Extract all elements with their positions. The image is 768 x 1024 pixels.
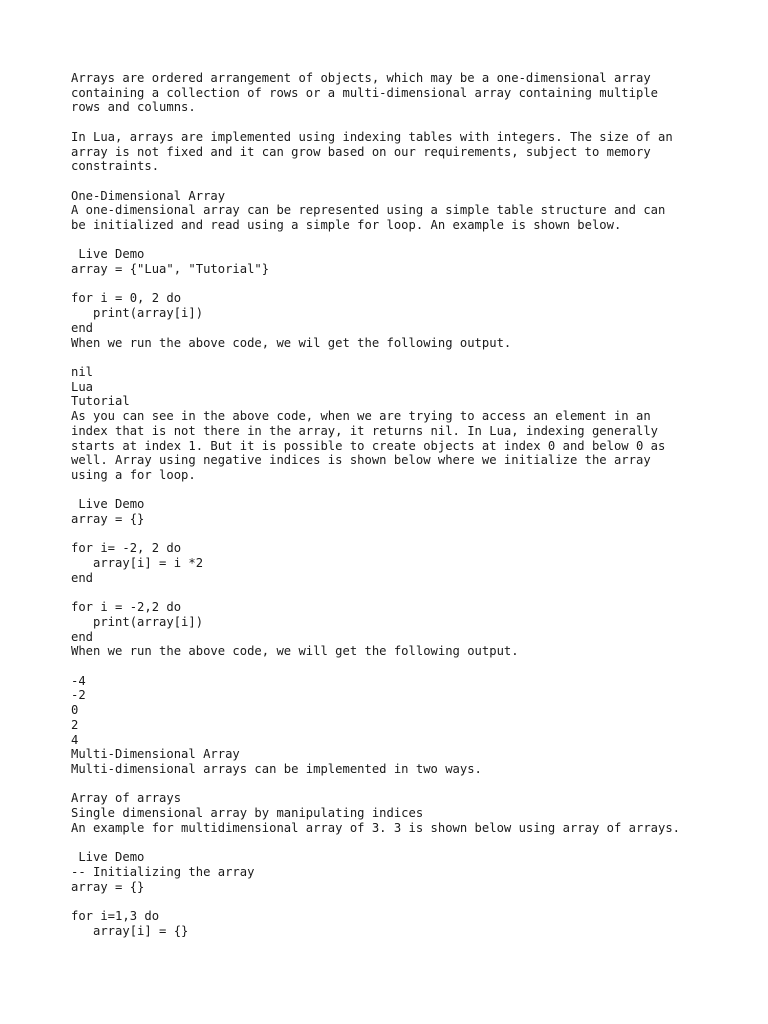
text-line [71, 659, 751, 674]
text-line [71, 894, 751, 909]
text-line: 4 [71, 732, 79, 747]
text-line: Arrays are ordered arrangement of objects, which may be a one-dimensional array [71, 71, 651, 85]
text-line: An example for multidimensional array of 3. 3 is shown below using array of arrays. [71, 820, 681, 835]
text-line: for i=1,3 do [71, 908, 160, 923]
text-line: index that is not there in the array, it returns nil. In Lua, indexing generally [71, 423, 658, 438]
text-line: Multi-Dimensional Array [71, 747, 240, 762]
text-line: array = {} [71, 879, 145, 894]
text-line: Live Demo [71, 850, 145, 865]
text-line: print(array[i]) [71, 306, 204, 321]
text-line: print(array[i]) [71, 614, 204, 629]
text-line: 2 [71, 717, 79, 732]
text-line: As you can see in the above code, when we are trying to access an element in an [71, 409, 651, 424]
text-line [71, 586, 751, 601]
text-line: containing a collection of rows or a multi-dimensional array containing multiple [71, 85, 658, 100]
text-line: Array of arrays [71, 791, 182, 806]
text-line: -4 [71, 673, 86, 688]
text-line: for i = 0, 2 do [71, 291, 182, 306]
text-line: In Lua, arrays are implemented using indexing tables with integers. The size of an [71, 129, 673, 144]
text-line [71, 174, 751, 189]
text-line [71, 115, 751, 130]
text-line: array[i] = {} [71, 923, 189, 938]
document-body [71, 71, 751, 938]
text-line: array = {"Lua", "Tutorial"} [71, 262, 270, 277]
text-line: A one-dimensional array can be represented using a simple table structure and can [71, 203, 666, 218]
text-line: -- Initializing the array [71, 864, 255, 879]
text-line: Live Demo [71, 497, 145, 512]
text-line: be initialized and read using a simple for loop. An example is shown below. [71, 218, 622, 232]
text-line: end [71, 570, 94, 585]
text-line: One-Dimensional Array [71, 188, 226, 203]
text-line: When we run the above code, we wil get the following output. [71, 335, 512, 350]
text-line: rows and columns. [71, 100, 196, 115]
text-line: Single dimensional array by manipulating indices [71, 806, 424, 820]
text-line: When we run the above code, we will get the following output. [71, 644, 519, 659]
text-line [71, 350, 751, 365]
text-line: for i = -2,2 do [71, 600, 182, 615]
text-line: array[i] = i *2 [71, 556, 204, 571]
text-line: Tutorial [71, 394, 130, 409]
text-line [71, 483, 751, 498]
text-line [71, 835, 751, 850]
text-line: nil [71, 364, 94, 379]
text-line [71, 233, 751, 248]
text-line: array = {} [71, 512, 145, 526]
text-line: Multi-dimensional arrays can be implemented in two ways. [71, 761, 482, 776]
text-line [71, 777, 751, 792]
text-line: 0 [71, 703, 79, 718]
text-line: -2 [71, 688, 86, 703]
text-line: array is not fixed and it can grow based on our requirements, subject to memory [71, 144, 651, 159]
text-line: end [71, 320, 94, 335]
text-line: for i= -2, 2 do [71, 541, 182, 556]
text-line: using a for loop. [71, 467, 196, 482]
text-line [71, 527, 751, 542]
text-line: constraints. [71, 159, 160, 174]
text-line: well. Array using negative indices is shown below where we initialize the array [71, 453, 651, 468]
text-line: Lua [71, 379, 94, 394]
text-line: Live Demo [71, 247, 145, 262]
text-line: starts at index 1. But it is possible to create objects at index 0 and below 0 as [71, 438, 666, 453]
text-line: end [71, 629, 94, 644]
text-line [71, 277, 751, 292]
